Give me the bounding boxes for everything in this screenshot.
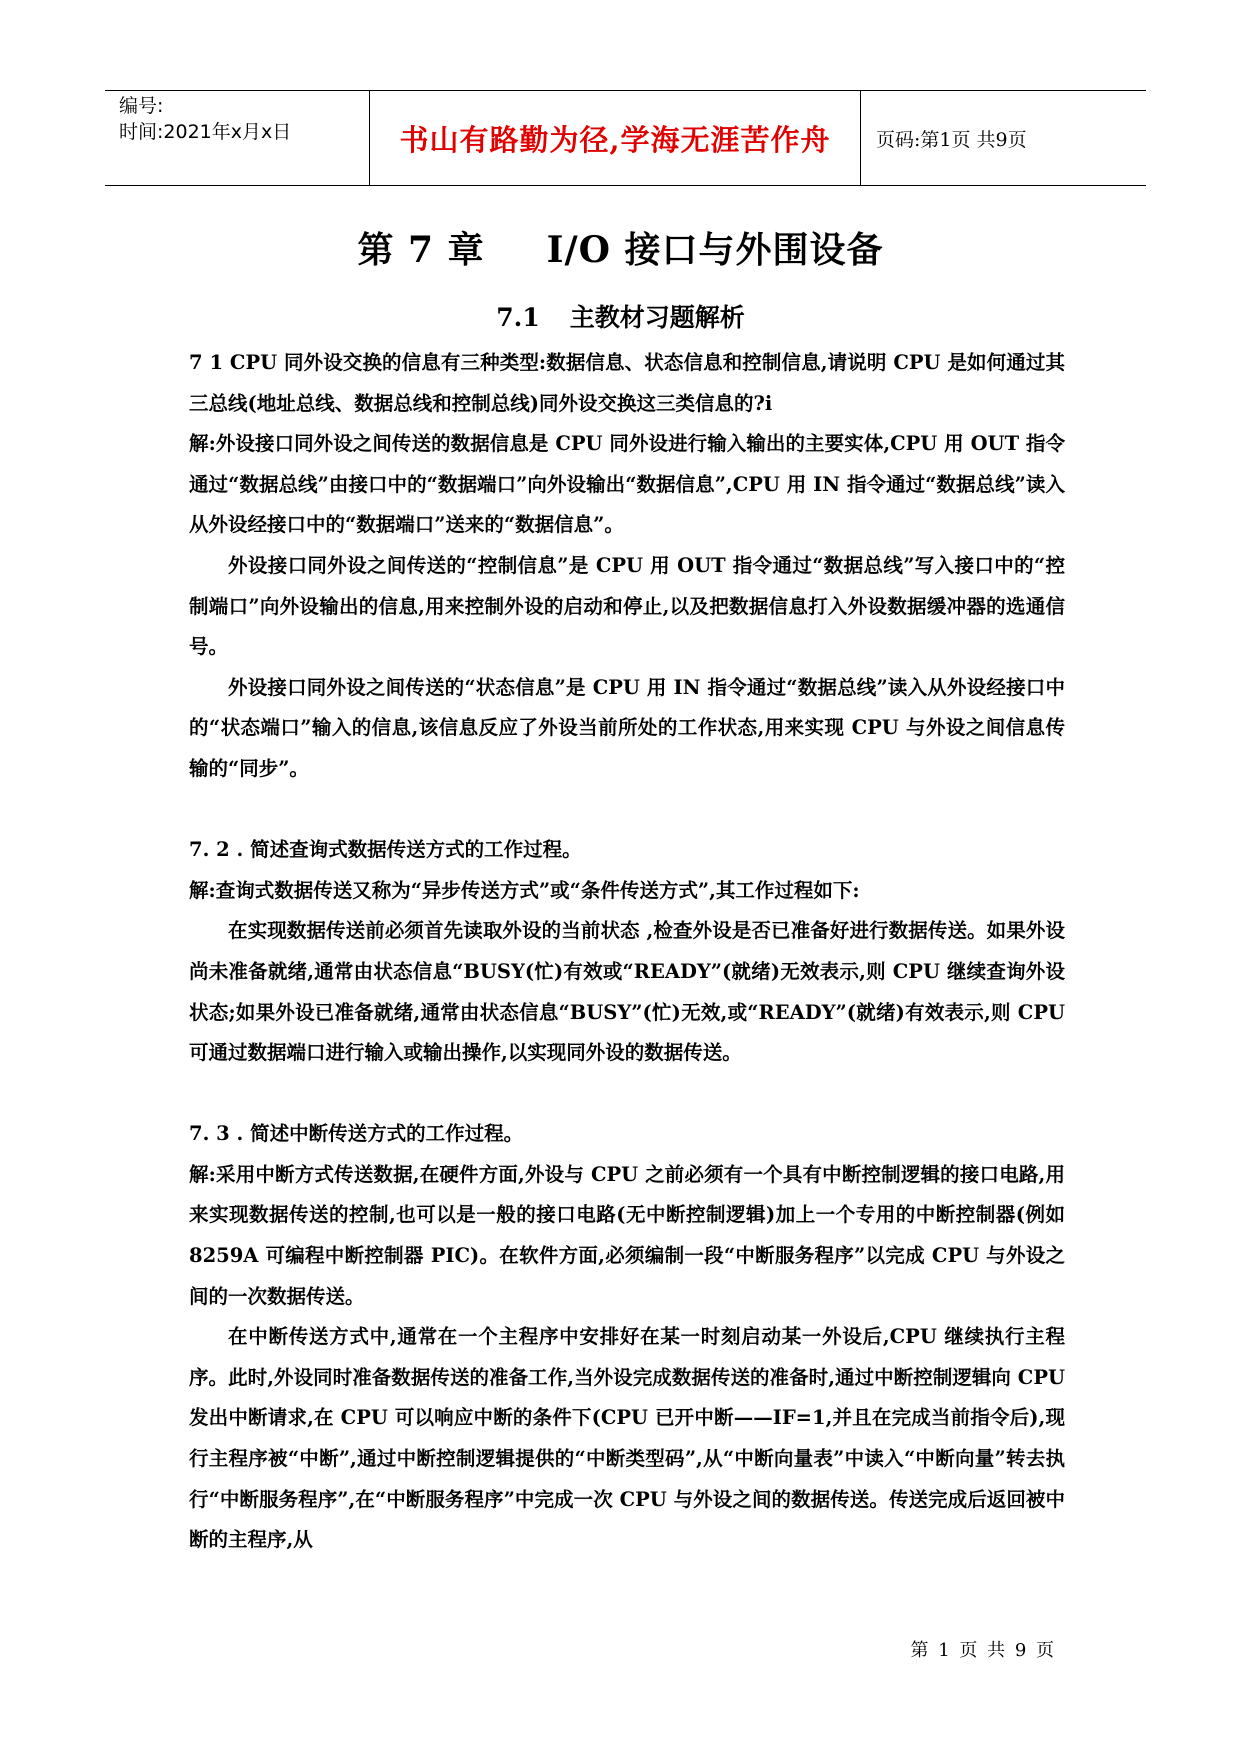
section-number: 7.1 <box>496 303 540 332</box>
question-7-1: 7 1 CPU 同外设交换的信息有三种类型:数据信息、状态信息和控制信息,请说明 CPU 是如何通过其三总线(地址总线、数据总线和控制总线)同外设交换这三类信息的?i <box>189 351 1065 415</box>
motto: 书山有路勤为径,学海无涯苦作舟 <box>370 91 861 185</box>
section-title <box>0 298 1241 334</box>
header-meta <box>105 91 370 185</box>
number-label: 编号: <box>119 95 164 117</box>
answer-paragraph: 外设接口同外设之间传送的“控制信息”是 CPU 用 OUT 指令通过“数据总线”写入接口中的“控制端口”向外设输出的信息,用来控制外设的启动和停止,以及把数据信息打入外设数据缓冲器的选通信号。 <box>189 553 1065 659</box>
answer-paragraph: 在中断传送方式中,通常在一个主程序中安排好在某一时刻启动某一外设后,CPU 继续执行主程序。此时,外设同时准备数据传送的准备工作,当外设完成数据传送的准备时,通过中断控制逻辑向 CPU 发出中断请求,在 CPU 可以响应中断的条件下(CPU 已开中断——IF=1,并且在完成当前指令后),现行主程序被“中断”,通过中断控制逻辑提供的“中断类型码”,从“中断向量表”中读入“中断向量”转去执行“中断服务程序”,在“中断服务程序”中完成一次 CPU 与外设之间的数据传送。传送完成后返回被中断的主程序,从 <box>189 1325 1065 1552</box>
page-label: 页码:第1页 共9页 <box>876 128 1027 151</box>
chapter-number: 第 7 章 <box>357 229 485 271</box>
time-label: 时间:2021年x月x日 <box>119 121 292 143</box>
answer-paragraph: 外设接口同外设之间传送的“状态信息”是 CPU 用 IN 指令通过“数据总线”读入从外设经接口中的“状态端口”输入的信息,该信息反应了外设当前所处的工作状态,用来实现 CPU 与外设之间信息传输的“同步”。 <box>189 675 1065 780</box>
answer-paragraph: 解:采用中断方式传送数据,在硬件方面,外设与 CPU 之前必须有一个具有中断控制逻辑的接口电路,用来实现数据传送的控制,也可以是一般的接口电路(无中断控制逻辑)加上一个专用的中断控制器(例如 8259A 可编程中断控制器 PIC)。在软件方面,必须编制一段“中断服务程序”以完成 CPU 与外设之间的一次数据传送。 <box>189 1162 1065 1308</box>
chapter-name: I/O 接口与外围设备 <box>546 229 884 271</box>
body-text <box>189 343 1065 1561</box>
section-name: 主教材习题解析 <box>569 303 745 332</box>
header-table <box>105 90 1146 186</box>
question-7-3: 7. 3 . 简述中断传送方式的工作过程。 <box>189 1122 524 1146</box>
chapter-title <box>0 222 1241 273</box>
page-footer: 第 1 页 共 9 页 <box>910 1640 1056 1661</box>
question-7-2: 7. 2 . 简述查询式数据传送方式的工作过程。 <box>189 838 582 862</box>
answer-paragraph: 解:查询式数据传送又称为“异步传送方式”或“条件传送方式”,其工作过程如下: <box>189 878 860 902</box>
answer-paragraph: 在实现数据传送前必须首先读取外设的当前状态 ,检查外设是否已准备好进行数据传送。如果外设尚未准备就绪,通常由状态信息“BUSY(忙)有效或“READY”(就绪)无效表示,则 CPU 继续查询外设状态;如果外设已准备就绪,通常由状态信息“BUSY”(忙)无效,或“READY”(就绪)有效表示,则 CPU 可通过数据端口进行输入或输出操作,以实现同外设的数据传送。 <box>189 919 1065 1065</box>
answer-paragraph: 解:外设接口同外设之间传送的数据信息是 CPU 同外设进行输入输出的主要实体,CPU 用 OUT 指令通过“数据总线”由接口中的“数据端口”向外设输出“数据信息”,CPU 用 IN 指令通过“数据总线”读入从外设经接口中的“数据端口”送来的“数据信息”。 <box>189 432 1065 537</box>
